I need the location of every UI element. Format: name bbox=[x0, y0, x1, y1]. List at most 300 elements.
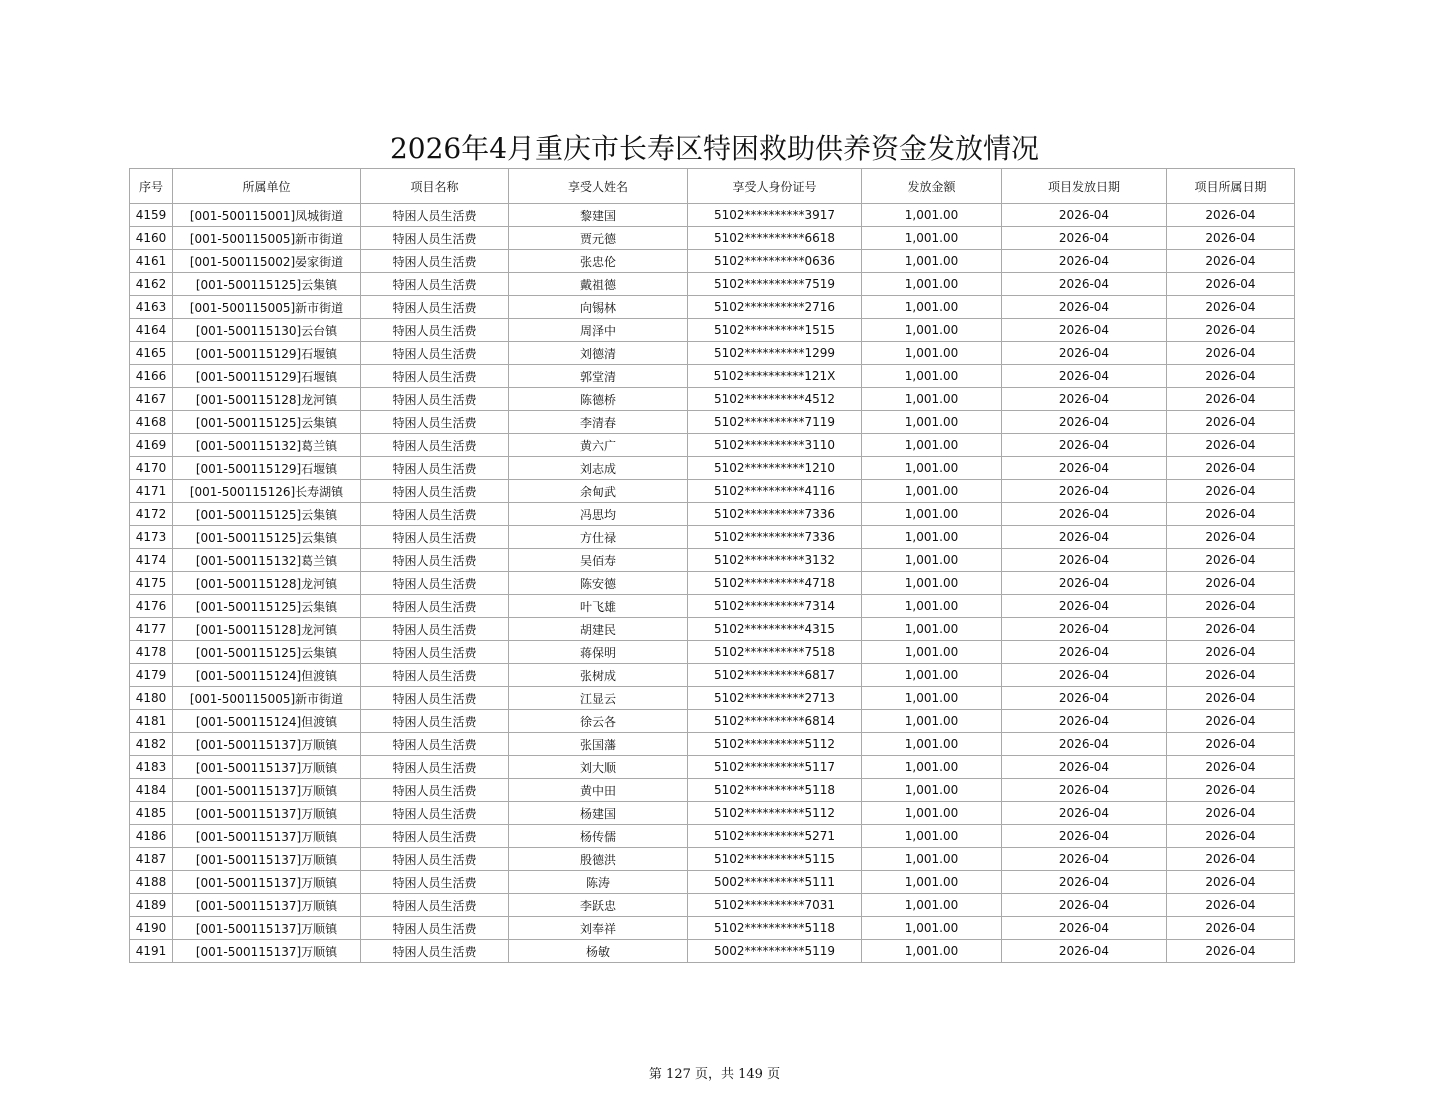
cell-id-number: 5102**********121X bbox=[688, 365, 862, 388]
table-row bbox=[130, 434, 1295, 457]
cell-unit: [001-500115137]万顺镇 bbox=[173, 733, 361, 756]
cell-id-number: 5102**********7031 bbox=[688, 894, 862, 917]
cell-period-date: 2026-04 bbox=[1167, 434, 1295, 457]
cell-id-number: 5102**********3132 bbox=[688, 549, 862, 572]
cell-project: 特困人员生活费 bbox=[361, 227, 509, 250]
cell-project: 特困人员生活费 bbox=[361, 365, 509, 388]
cell-period-date: 2026-04 bbox=[1167, 664, 1295, 687]
cell-unit: [001-500115124]但渡镇 bbox=[173, 664, 361, 687]
cell-amount: 1,001.00 bbox=[862, 756, 1002, 779]
cell-index: 4173 bbox=[130, 526, 173, 549]
cell-amount: 1,001.00 bbox=[862, 526, 1002, 549]
cell-name: 杨建国 bbox=[509, 802, 688, 825]
cell-name: 刘大顺 bbox=[509, 756, 688, 779]
cell-issue-date: 2026-04 bbox=[1002, 733, 1167, 756]
cell-id-number: 5102**********7519 bbox=[688, 273, 862, 296]
table-row bbox=[130, 411, 1295, 434]
cell-period-date: 2026-04 bbox=[1167, 549, 1295, 572]
header-name: 享受人姓名 bbox=[509, 169, 688, 204]
table-row bbox=[130, 204, 1295, 227]
cell-amount: 1,001.00 bbox=[862, 480, 1002, 503]
cell-period-date: 2026-04 bbox=[1167, 687, 1295, 710]
table-row bbox=[130, 940, 1295, 963]
cell-unit: [001-500115137]万顺镇 bbox=[173, 848, 361, 871]
cell-index: 4182 bbox=[130, 733, 173, 756]
table-row bbox=[130, 503, 1295, 526]
cell-period-date: 2026-04 bbox=[1167, 595, 1295, 618]
header-amount: 发放金额 bbox=[862, 169, 1002, 204]
page-footer: 第 127 页，共 149 页 bbox=[648, 1067, 781, 1082]
cell-index: 4183 bbox=[130, 756, 173, 779]
cell-issue-date: 2026-04 bbox=[1002, 526, 1167, 549]
cell-unit: [001-500115128]龙河镇 bbox=[173, 388, 361, 411]
cell-name: 胡建民 bbox=[509, 618, 688, 641]
cell-issue-date: 2026-04 bbox=[1002, 756, 1167, 779]
cell-index: 4185 bbox=[130, 802, 173, 825]
cell-unit: [001-500115137]万顺镇 bbox=[173, 917, 361, 940]
cell-unit: [001-500115128]龙河镇 bbox=[173, 618, 361, 641]
cell-project: 特困人员生活费 bbox=[361, 641, 509, 664]
cell-id-number: 5102**********4512 bbox=[688, 388, 862, 411]
table-row bbox=[130, 687, 1295, 710]
cell-id-number: 5102**********5118 bbox=[688, 917, 862, 940]
header-period-date: 项目所属日期 bbox=[1167, 169, 1295, 204]
cell-unit: [001-500115124]但渡镇 bbox=[173, 710, 361, 733]
cell-amount: 1,001.00 bbox=[862, 365, 1002, 388]
table-row bbox=[130, 917, 1295, 940]
table-row bbox=[130, 894, 1295, 917]
cell-name: 张忠伦 bbox=[509, 250, 688, 273]
cell-id-number: 5102**********3917 bbox=[688, 204, 862, 227]
cell-id-number: 5102**********3110 bbox=[688, 434, 862, 457]
cell-index: 4174 bbox=[130, 549, 173, 572]
cell-amount: 1,001.00 bbox=[862, 204, 1002, 227]
cell-project: 特困人员生活费 bbox=[361, 825, 509, 848]
cell-project: 特困人员生活费 bbox=[361, 917, 509, 940]
cell-project: 特困人员生活费 bbox=[361, 296, 509, 319]
cell-id-number: 5102**********5117 bbox=[688, 756, 862, 779]
table-row bbox=[130, 480, 1295, 503]
cell-issue-date: 2026-04 bbox=[1002, 871, 1167, 894]
cell-issue-date: 2026-04 bbox=[1002, 457, 1167, 480]
cell-period-date: 2026-04 bbox=[1167, 319, 1295, 342]
cell-amount: 1,001.00 bbox=[862, 710, 1002, 733]
cell-index: 4175 bbox=[130, 572, 173, 595]
cell-index: 4170 bbox=[130, 457, 173, 480]
cell-id-number: 5102**********4315 bbox=[688, 618, 862, 641]
cell-issue-date: 2026-04 bbox=[1002, 227, 1167, 250]
cell-name: 蒋保明 bbox=[509, 641, 688, 664]
cell-index: 4178 bbox=[130, 641, 173, 664]
cell-project: 特困人员生活费 bbox=[361, 572, 509, 595]
cell-index: 4184 bbox=[130, 779, 173, 802]
cell-issue-date: 2026-04 bbox=[1002, 572, 1167, 595]
cell-period-date: 2026-04 bbox=[1167, 250, 1295, 273]
cell-name: 陈涛 bbox=[509, 871, 688, 894]
cell-period-date: 2026-04 bbox=[1167, 480, 1295, 503]
cell-amount: 1,001.00 bbox=[862, 641, 1002, 664]
cell-project: 特困人员生活费 bbox=[361, 848, 509, 871]
cell-index: 4179 bbox=[130, 664, 173, 687]
cell-index: 4171 bbox=[130, 480, 173, 503]
cell-id-number: 5102**********0636 bbox=[688, 250, 862, 273]
cell-name: 杨敏 bbox=[509, 940, 688, 963]
table-row bbox=[130, 319, 1295, 342]
table-row bbox=[130, 664, 1295, 687]
cell-index: 4181 bbox=[130, 710, 173, 733]
cell-unit: [001-500115130]云台镇 bbox=[173, 319, 361, 342]
cell-amount: 1,001.00 bbox=[862, 595, 1002, 618]
cell-period-date: 2026-04 bbox=[1167, 365, 1295, 388]
table-row bbox=[130, 526, 1295, 549]
cell-period-date: 2026-04 bbox=[1167, 848, 1295, 871]
cell-amount: 1,001.00 bbox=[862, 342, 1002, 365]
cell-name: 刘志成 bbox=[509, 457, 688, 480]
cell-name: 李跃忠 bbox=[509, 894, 688, 917]
cell-unit: [001-500115005]新市街道 bbox=[173, 227, 361, 250]
table-row bbox=[130, 779, 1295, 802]
cell-amount: 1,001.00 bbox=[862, 825, 1002, 848]
cell-issue-date: 2026-04 bbox=[1002, 434, 1167, 457]
cell-id-number: 5102**********1515 bbox=[688, 319, 862, 342]
header-project: 项目名称 bbox=[361, 169, 509, 204]
cell-id-number: 5102**********6814 bbox=[688, 710, 862, 733]
cell-project: 特困人员生活费 bbox=[361, 342, 509, 365]
cell-project: 特困人员生活费 bbox=[361, 894, 509, 917]
table-row bbox=[130, 365, 1295, 388]
cell-id-number: 5102**********5115 bbox=[688, 848, 862, 871]
header-id-number: 享受人身份证号 bbox=[688, 169, 862, 204]
cell-unit: [001-500115125]云集镇 bbox=[173, 411, 361, 434]
cell-amount: 1,001.00 bbox=[862, 388, 1002, 411]
cell-id-number: 5102**********6817 bbox=[688, 664, 862, 687]
cell-unit: [001-500115129]石堰镇 bbox=[173, 457, 361, 480]
table-body bbox=[130, 204, 1295, 963]
cell-index: 4180 bbox=[130, 687, 173, 710]
cell-name: 徐云各 bbox=[509, 710, 688, 733]
cell-name: 余甸武 bbox=[509, 480, 688, 503]
table-row bbox=[130, 871, 1295, 894]
cell-index: 4162 bbox=[130, 273, 173, 296]
table-row bbox=[130, 342, 1295, 365]
cell-issue-date: 2026-04 bbox=[1002, 848, 1167, 871]
cell-id-number: 5102**********7314 bbox=[688, 595, 862, 618]
cell-index: 4168 bbox=[130, 411, 173, 434]
cell-index: 4187 bbox=[130, 848, 173, 871]
cell-id-number: 5102**********1299 bbox=[688, 342, 862, 365]
cell-amount: 1,001.00 bbox=[862, 733, 1002, 756]
cell-issue-date: 2026-04 bbox=[1002, 319, 1167, 342]
cell-project: 特困人员生活费 bbox=[361, 388, 509, 411]
cell-project: 特困人员生活费 bbox=[361, 710, 509, 733]
cell-amount: 1,001.00 bbox=[862, 434, 1002, 457]
table-row bbox=[130, 273, 1295, 296]
cell-project: 特困人员生活费 bbox=[361, 687, 509, 710]
cell-period-date: 2026-04 bbox=[1167, 825, 1295, 848]
cell-issue-date: 2026-04 bbox=[1002, 664, 1167, 687]
cell-project: 特困人员生活费 bbox=[361, 480, 509, 503]
cell-name: 张国藩 bbox=[509, 733, 688, 756]
cell-amount: 1,001.00 bbox=[862, 871, 1002, 894]
cell-amount: 1,001.00 bbox=[862, 894, 1002, 917]
cell-project: 特困人员生活费 bbox=[361, 871, 509, 894]
cell-unit: [001-500115129]石堰镇 bbox=[173, 342, 361, 365]
cell-amount: 1,001.00 bbox=[862, 411, 1002, 434]
cell-index: 4165 bbox=[130, 342, 173, 365]
cell-name: 刘德清 bbox=[509, 342, 688, 365]
cell-unit: [001-500115125]云集镇 bbox=[173, 526, 361, 549]
cell-issue-date: 2026-04 bbox=[1002, 917, 1167, 940]
cell-id-number: 5102**********2716 bbox=[688, 296, 862, 319]
cell-amount: 1,001.00 bbox=[862, 572, 1002, 595]
cell-period-date: 2026-04 bbox=[1167, 940, 1295, 963]
cell-index: 4176 bbox=[130, 595, 173, 618]
cell-project: 特困人员生活费 bbox=[361, 595, 509, 618]
cell-id-number: 5102**********5271 bbox=[688, 825, 862, 848]
cell-period-date: 2026-04 bbox=[1167, 273, 1295, 296]
table-row bbox=[130, 733, 1295, 756]
cell-issue-date: 2026-04 bbox=[1002, 687, 1167, 710]
cell-period-date: 2026-04 bbox=[1167, 733, 1295, 756]
document-title: 2026年4月重庆市长寿区特困救助供养资金发放情况 bbox=[389, 132, 1040, 165]
cell-id-number: 5102**********2713 bbox=[688, 687, 862, 710]
cell-issue-date: 2026-04 bbox=[1002, 250, 1167, 273]
header-unit: 所属单位 bbox=[173, 169, 361, 204]
cell-amount: 1,001.00 bbox=[862, 549, 1002, 572]
cell-period-date: 2026-04 bbox=[1167, 296, 1295, 319]
cell-period-date: 2026-04 bbox=[1167, 802, 1295, 825]
cell-project: 特困人员生活费 bbox=[361, 250, 509, 273]
cell-unit: [001-500115137]万顺镇 bbox=[173, 940, 361, 963]
cell-project: 特困人员生活费 bbox=[361, 549, 509, 572]
table-row bbox=[130, 572, 1295, 595]
cell-project: 特困人员生活费 bbox=[361, 204, 509, 227]
cell-unit: [001-500115125]云集镇 bbox=[173, 595, 361, 618]
cell-unit: [001-500115137]万顺镇 bbox=[173, 825, 361, 848]
cell-name: 黄中田 bbox=[509, 779, 688, 802]
table-row bbox=[130, 848, 1295, 871]
cell-amount: 1,001.00 bbox=[862, 779, 1002, 802]
cell-project: 特困人员生活费 bbox=[361, 733, 509, 756]
table-row bbox=[130, 227, 1295, 250]
cell-name: 黄六广 bbox=[509, 434, 688, 457]
cell-name: 江显云 bbox=[509, 687, 688, 710]
cell-issue-date: 2026-04 bbox=[1002, 411, 1167, 434]
cell-name: 戴祖德 bbox=[509, 273, 688, 296]
cell-unit: [001-500115128]龙河镇 bbox=[173, 572, 361, 595]
cell-name: 方仕禄 bbox=[509, 526, 688, 549]
cell-period-date: 2026-04 bbox=[1167, 756, 1295, 779]
cell-issue-date: 2026-04 bbox=[1002, 618, 1167, 641]
cell-unit: [001-500115132]葛兰镇 bbox=[173, 434, 361, 457]
cell-project: 特困人员生活费 bbox=[361, 319, 509, 342]
cell-project: 特困人员生活费 bbox=[361, 457, 509, 480]
table-row bbox=[130, 756, 1295, 779]
cell-index: 4191 bbox=[130, 940, 173, 963]
cell-issue-date: 2026-04 bbox=[1002, 365, 1167, 388]
cell-amount: 1,001.00 bbox=[862, 687, 1002, 710]
cell-unit: [001-500115137]万顺镇 bbox=[173, 871, 361, 894]
cell-period-date: 2026-04 bbox=[1167, 917, 1295, 940]
cell-id-number: 5102**********5118 bbox=[688, 779, 862, 802]
cell-unit: [001-500115125]云集镇 bbox=[173, 641, 361, 664]
table-row bbox=[130, 710, 1295, 733]
cell-index: 4186 bbox=[130, 825, 173, 848]
cell-issue-date: 2026-04 bbox=[1002, 273, 1167, 296]
cell-period-date: 2026-04 bbox=[1167, 411, 1295, 434]
cell-amount: 1,001.00 bbox=[862, 319, 1002, 342]
cell-issue-date: 2026-04 bbox=[1002, 296, 1167, 319]
cell-issue-date: 2026-04 bbox=[1002, 894, 1167, 917]
cell-project: 特困人员生活费 bbox=[361, 664, 509, 687]
cell-name: 冯思均 bbox=[509, 503, 688, 526]
cell-unit: [001-500115002]晏家街道 bbox=[173, 250, 361, 273]
cell-index: 4160 bbox=[130, 227, 173, 250]
cell-name: 吴佰寿 bbox=[509, 549, 688, 572]
header-issue-date: 项目发放日期 bbox=[1002, 169, 1167, 204]
cell-index: 4163 bbox=[130, 296, 173, 319]
cell-name: 李清春 bbox=[509, 411, 688, 434]
cell-issue-date: 2026-04 bbox=[1002, 641, 1167, 664]
cell-amount: 1,001.00 bbox=[862, 802, 1002, 825]
cell-project: 特困人员生活费 bbox=[361, 273, 509, 296]
cell-index: 4172 bbox=[130, 503, 173, 526]
cell-unit: [001-500115125]云集镇 bbox=[173, 503, 361, 526]
table-row bbox=[130, 296, 1295, 319]
cell-period-date: 2026-04 bbox=[1167, 641, 1295, 664]
table-row bbox=[130, 250, 1295, 273]
table-row bbox=[130, 457, 1295, 480]
cell-name: 陈安德 bbox=[509, 572, 688, 595]
cell-amount: 1,001.00 bbox=[862, 457, 1002, 480]
header-index: 序号 bbox=[130, 169, 173, 204]
cell-period-date: 2026-04 bbox=[1167, 342, 1295, 365]
cell-id-number: 5102**********6618 bbox=[688, 227, 862, 250]
cell-issue-date: 2026-04 bbox=[1002, 595, 1167, 618]
cell-period-date: 2026-04 bbox=[1167, 572, 1295, 595]
cell-id-number: 5102**********7336 bbox=[688, 526, 862, 549]
cell-unit: [001-500115137]万顺镇 bbox=[173, 894, 361, 917]
cell-index: 4161 bbox=[130, 250, 173, 273]
table-row bbox=[130, 825, 1295, 848]
cell-amount: 1,001.00 bbox=[862, 296, 1002, 319]
cell-index: 4188 bbox=[130, 871, 173, 894]
cell-unit: [001-500115132]葛兰镇 bbox=[173, 549, 361, 572]
cell-unit: [001-500115137]万顺镇 bbox=[173, 802, 361, 825]
cell-index: 4177 bbox=[130, 618, 173, 641]
cell-amount: 1,001.00 bbox=[862, 848, 1002, 871]
cell-amount: 1,001.00 bbox=[862, 618, 1002, 641]
cell-amount: 1,001.00 bbox=[862, 227, 1002, 250]
cell-period-date: 2026-04 bbox=[1167, 894, 1295, 917]
cell-period-date: 2026-04 bbox=[1167, 526, 1295, 549]
cell-period-date: 2026-04 bbox=[1167, 871, 1295, 894]
cell-name: 陈德桥 bbox=[509, 388, 688, 411]
cell-name: 黎建国 bbox=[509, 204, 688, 227]
cell-unit: [001-500115126]长寿湖镇 bbox=[173, 480, 361, 503]
cell-amount: 1,001.00 bbox=[862, 917, 1002, 940]
cell-index: 4164 bbox=[130, 319, 173, 342]
table-header-row bbox=[130, 169, 1295, 204]
cell-name: 叶飞雄 bbox=[509, 595, 688, 618]
cell-period-date: 2026-04 bbox=[1167, 503, 1295, 526]
cell-period-date: 2026-04 bbox=[1167, 457, 1295, 480]
cell-period-date: 2026-04 bbox=[1167, 227, 1295, 250]
table-row bbox=[130, 641, 1295, 664]
cell-id-number: 5102**********7336 bbox=[688, 503, 862, 526]
cell-issue-date: 2026-04 bbox=[1002, 388, 1167, 411]
cell-unit: [001-500115125]云集镇 bbox=[173, 273, 361, 296]
cell-id-number: 5102**********4116 bbox=[688, 480, 862, 503]
cell-issue-date: 2026-04 bbox=[1002, 710, 1167, 733]
cell-period-date: 2026-04 bbox=[1167, 618, 1295, 641]
cell-index: 4159 bbox=[130, 204, 173, 227]
cell-name: 周泽中 bbox=[509, 319, 688, 342]
cell-index: 4169 bbox=[130, 434, 173, 457]
cell-index: 4167 bbox=[130, 388, 173, 411]
cell-id-number: 5002**********5119 bbox=[688, 940, 862, 963]
cell-project: 特困人员生活费 bbox=[361, 940, 509, 963]
cell-id-number: 5102**********5112 bbox=[688, 733, 862, 756]
cell-project: 特困人员生活费 bbox=[361, 802, 509, 825]
cell-issue-date: 2026-04 bbox=[1002, 779, 1167, 802]
cell-name: 向锡林 bbox=[509, 296, 688, 319]
cell-project: 特困人员生活费 bbox=[361, 618, 509, 641]
cell-issue-date: 2026-04 bbox=[1002, 940, 1167, 963]
cell-period-date: 2026-04 bbox=[1167, 204, 1295, 227]
cell-project: 特困人员生活费 bbox=[361, 526, 509, 549]
cell-issue-date: 2026-04 bbox=[1002, 802, 1167, 825]
cell-id-number: 5102**********1210 bbox=[688, 457, 862, 480]
cell-amount: 1,001.00 bbox=[862, 940, 1002, 963]
cell-issue-date: 2026-04 bbox=[1002, 480, 1167, 503]
cell-id-number: 5102**********7518 bbox=[688, 641, 862, 664]
cell-index: 4189 bbox=[130, 894, 173, 917]
cell-period-date: 2026-04 bbox=[1167, 779, 1295, 802]
table-row bbox=[130, 549, 1295, 572]
cell-project: 特困人员生活费 bbox=[361, 756, 509, 779]
cell-issue-date: 2026-04 bbox=[1002, 342, 1167, 365]
cell-issue-date: 2026-04 bbox=[1002, 825, 1167, 848]
cell-unit: [001-500115137]万顺镇 bbox=[173, 756, 361, 779]
cell-name: 张树成 bbox=[509, 664, 688, 687]
cell-period-date: 2026-04 bbox=[1167, 710, 1295, 733]
cell-project: 特困人员生活费 bbox=[361, 411, 509, 434]
cell-issue-date: 2026-04 bbox=[1002, 549, 1167, 572]
table-row bbox=[130, 388, 1295, 411]
cell-period-date: 2026-04 bbox=[1167, 388, 1295, 411]
cell-unit: [001-500115137]万顺镇 bbox=[173, 779, 361, 802]
cell-name: 殷德洪 bbox=[509, 848, 688, 871]
cell-project: 特困人员生活费 bbox=[361, 434, 509, 457]
table-row bbox=[130, 595, 1295, 618]
cell-index: 4190 bbox=[130, 917, 173, 940]
cell-name: 杨传儒 bbox=[509, 825, 688, 848]
cell-id-number: 5102**********4718 bbox=[688, 572, 862, 595]
cell-issue-date: 2026-04 bbox=[1002, 503, 1167, 526]
cell-issue-date: 2026-04 bbox=[1002, 204, 1167, 227]
table-row bbox=[130, 802, 1295, 825]
cell-amount: 1,001.00 bbox=[862, 250, 1002, 273]
cell-id-number: 5102**********7119 bbox=[688, 411, 862, 434]
cell-name: 刘奉祥 bbox=[509, 917, 688, 940]
cell-amount: 1,001.00 bbox=[862, 503, 1002, 526]
cell-id-number: 5102**********5112 bbox=[688, 802, 862, 825]
cell-unit: [001-500115005]新市街道 bbox=[173, 296, 361, 319]
cell-unit: [001-500115001]凤城街道 bbox=[173, 204, 361, 227]
cell-name: 郭堂清 bbox=[509, 365, 688, 388]
cell-id-number: 5002**********5111 bbox=[688, 871, 862, 894]
